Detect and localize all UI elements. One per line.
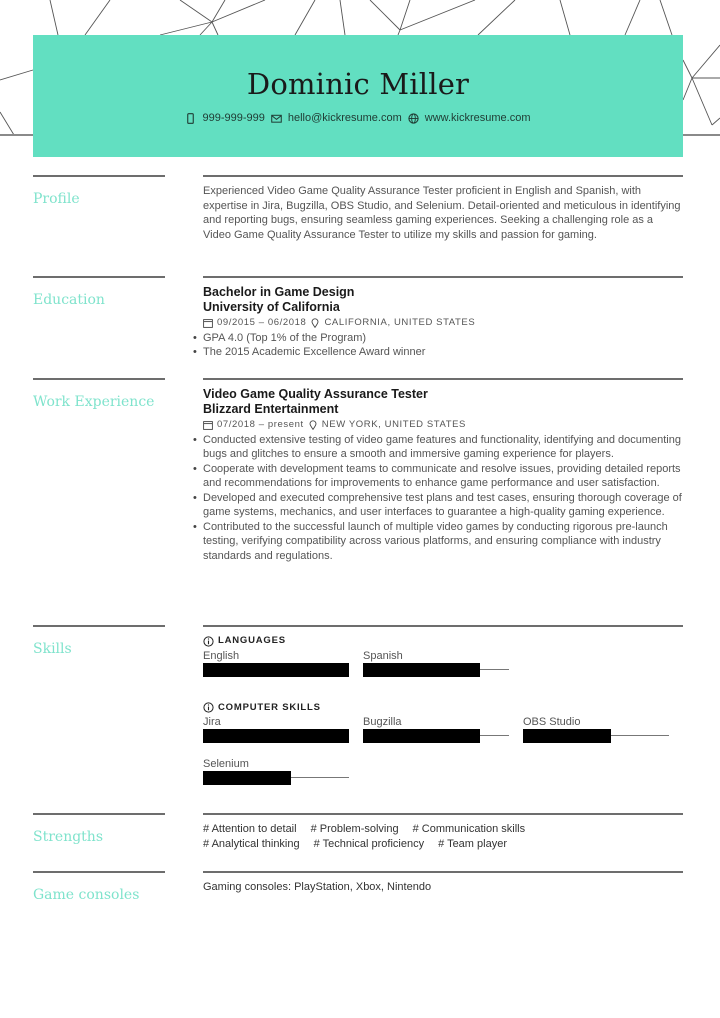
section-title-profile: Profile bbox=[33, 191, 80, 207]
degree-title: Bachelor in Game Design bbox=[203, 285, 355, 299]
education-bullets bbox=[193, 331, 683, 360]
phone-contact[interactable] bbox=[185, 112, 264, 124]
skill-label: Bugzilla bbox=[363, 716, 402, 728]
calendar-icon bbox=[203, 318, 213, 328]
list-item: • Cooperate with development teams to communicate and resolve issues, providing detailed reports and recommendations for improvements to enhance game performance and user satisfaction. bbox=[193, 462, 683, 491]
header-band bbox=[33, 35, 683, 157]
section-rule-left bbox=[33, 813, 165, 815]
section-rule-left bbox=[33, 871, 165, 873]
section-title-education: Education bbox=[33, 292, 105, 308]
work-dates: 07/2018 – present bbox=[217, 419, 304, 430]
languages-heading bbox=[203, 634, 683, 649]
list-item: • Conducted extensive testing of video game features and functionality, identifying and documenting bugs and glitches to ensure a smooth and immersive gaming experience for players. bbox=[193, 433, 683, 462]
list-item: • Contributed to the successful launch of multiple video games by conducting rigorous pre-launch testing, verifying compatibility across various platforms, and ensuring compliance with industry standards and regulations. bbox=[193, 520, 683, 564]
languages-heading-label: LANGUAGES bbox=[218, 635, 286, 646]
strength-tag: # Problem-solving bbox=[310, 823, 399, 835]
strengths-body bbox=[203, 822, 683, 851]
header-divider-right bbox=[683, 134, 720, 136]
section-title-work: Work Experience bbox=[33, 394, 155, 410]
section-rule-right bbox=[203, 276, 683, 278]
envelope-icon bbox=[271, 113, 282, 124]
section-title-skills: Skills bbox=[33, 641, 72, 657]
skills-body bbox=[203, 634, 683, 797]
strength-tag: # Attention to detail bbox=[203, 823, 297, 835]
computer-skills-row-1 bbox=[203, 715, 683, 743]
candidate-name: Dominic Miller bbox=[246, 67, 470, 101]
email-contact[interactable] bbox=[271, 112, 402, 124]
computer-skills-heading-label: COMPUTER SKILLS bbox=[218, 701, 321, 713]
skill-label: Jira bbox=[203, 716, 221, 728]
computer-skills-row-2 bbox=[203, 757, 683, 785]
skill-bugzilla bbox=[363, 715, 509, 743]
section-rule-right bbox=[203, 813, 683, 815]
work-bullets bbox=[193, 433, 683, 564]
list-item: • The 2015 Academic Excellence Award winner bbox=[193, 345, 683, 360]
education-entry bbox=[203, 285, 683, 360]
list-item: • Developed and executed comprehensive test plans and test cases, ensuring thorough coverage of game systems, mechanics, and user interfaces to guarantee a high-quality gaming experience. bbox=[193, 491, 683, 520]
location-pin-icon bbox=[308, 420, 318, 430]
company-name: Blizzard Entertainment bbox=[203, 402, 339, 416]
education-dates: 09/2015 – 06/2018 bbox=[217, 317, 307, 328]
computer-skills-heading bbox=[203, 701, 683, 716]
languages-row bbox=[203, 649, 683, 677]
strength-tag: # Analytical thinking bbox=[203, 837, 300, 850]
skill-label: Selenium bbox=[203, 758, 249, 770]
skill-selenium bbox=[203, 757, 349, 785]
globe-icon bbox=[408, 113, 419, 124]
profile-text: Experienced Video Game Quality Assurance Tester proficient in English and Spanish, with expertise in Jira, Bugzilla, OBS Studio, and Selenium. Detail-oriented and meticulous in identifying and reporting bugs, ensuring seamless gaming experiences. Seeking a challenging role as a Video Game Quality Assurance Tester to utilize my skills and passion for gaming. bbox=[203, 185, 681, 241]
strength-tags bbox=[203, 822, 583, 851]
calendar-icon bbox=[203, 420, 213, 430]
skill-obs-studio bbox=[523, 715, 669, 743]
section-rule-right bbox=[203, 871, 683, 873]
skill-bar bbox=[363, 663, 509, 677]
skill-jira bbox=[203, 715, 349, 743]
work-meta bbox=[203, 418, 683, 433]
school-name: University of California bbox=[203, 300, 340, 314]
section-rule-left bbox=[33, 378, 165, 380]
skill-bar bbox=[203, 663, 349, 677]
work-entry bbox=[203, 387, 683, 563]
location-pin-icon bbox=[310, 318, 320, 328]
section-title-consoles: Game consoles bbox=[33, 887, 140, 903]
education-meta bbox=[203, 316, 683, 331]
skill-english bbox=[203, 649, 349, 677]
strength-tag: # Team player bbox=[438, 837, 507, 850]
skill-label: OBS Studio bbox=[523, 716, 581, 728]
header-divider-left bbox=[0, 134, 33, 136]
section-rule-left bbox=[33, 175, 165, 177]
section-game-consoles bbox=[33, 871, 683, 931]
email-address: hello@kickresume.com bbox=[287, 112, 402, 124]
skill-bar bbox=[523, 729, 669, 743]
website-contact[interactable] bbox=[408, 112, 531, 124]
section-title-strengths: Strengths bbox=[33, 829, 103, 845]
section-rule-right bbox=[203, 378, 683, 380]
section-rule-left bbox=[33, 625, 165, 627]
section-rule-right bbox=[203, 175, 683, 177]
section-work-experience bbox=[33, 378, 683, 623]
consoles-text: Gaming consoles: PlayStation, Xbox, Nintendo bbox=[203, 881, 432, 893]
phone-icon bbox=[185, 113, 196, 124]
section-rule-right bbox=[203, 625, 683, 627]
info-icon bbox=[203, 636, 214, 647]
section-skills bbox=[33, 625, 683, 810]
skill-spanish bbox=[363, 649, 509, 677]
contact-info bbox=[33, 112, 683, 124]
info-icon bbox=[203, 702, 214, 713]
education-location: CALIFORNIA, UNITED STATES bbox=[324, 317, 476, 328]
skill-label: English bbox=[203, 649, 240, 662]
skill-bar bbox=[363, 729, 509, 743]
section-education bbox=[33, 276, 683, 376]
list-item: • GPA 4.0 (Top 1% of the Program) bbox=[193, 331, 683, 346]
skill-bar bbox=[203, 771, 349, 785]
strength-tag: # Technical proficiency bbox=[313, 837, 425, 850]
section-rule-left bbox=[33, 276, 165, 278]
website-url: www.kickresume.com bbox=[424, 112, 531, 124]
skill-bar bbox=[203, 729, 349, 743]
phone-number: 999-999-999 bbox=[202, 112, 265, 124]
skill-label: Spanish bbox=[363, 649, 403, 662]
section-strengths bbox=[33, 813, 683, 868]
work-location: NEW YORK, UNITED STATES bbox=[321, 419, 466, 430]
job-position: Video Game Quality Assurance Tester bbox=[203, 387, 428, 401]
strength-tag: # Communication skills bbox=[412, 823, 526, 835]
section-profile bbox=[33, 175, 683, 275]
